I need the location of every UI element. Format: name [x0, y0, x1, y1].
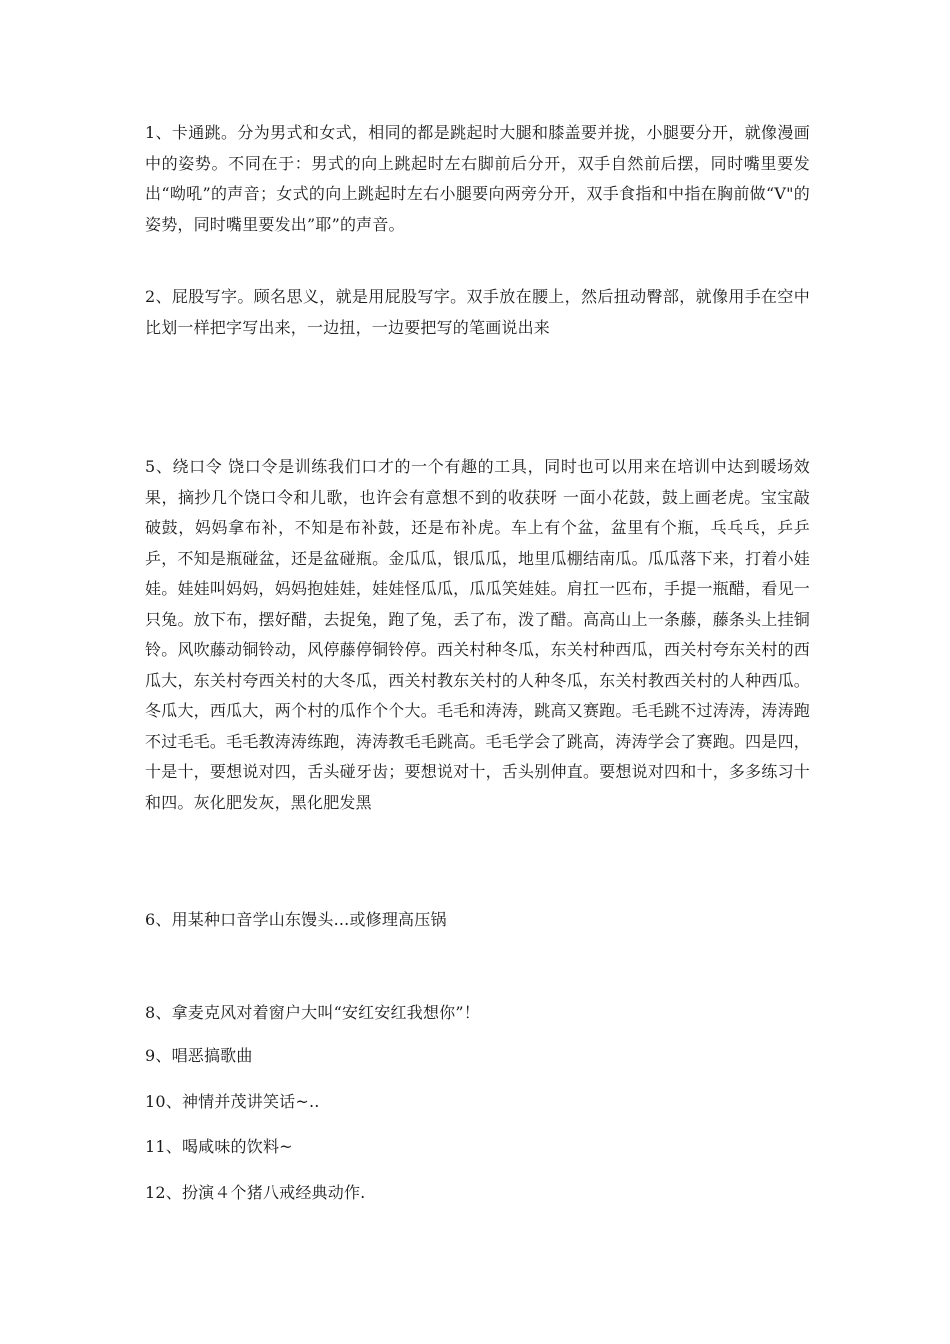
paragraph-10-jokes: 10、神情并茂讲笑话~.. [145, 1092, 320, 1111]
paragraph-9-spoof-song: 9、唱恶搞歌曲 [145, 1046, 253, 1065]
paragraph-5-tongue-twisters: 5、绕口令 饶口令是训练我们口才的一个有趣的工具，同时也可以用来在培训中达到暖场效果，摘抄几个饶口令和儿歌，也许会有意想不到的收获呀 一面小花鼓，鼓上画老虎。宝宝敲破鼓，妈妈拿布补，不知是布补鼓，还是布补虎。车上有个盆，盆里有个瓶，乓乓乓，乒乒乒，不知是瓶碰盆，还是盆碰瓶。金瓜瓜，银瓜瓜，地里瓜棚结南瓜。瓜瓜落下来，打着小娃娃。娃娃叫妈妈，妈妈抱娃娃，娃娃怪瓜瓜，瓜瓜笑娃娃。肩扛一匹布，手提一瓶醋，看见一只兔。放下布，摆好醋，去捉兔，跑了兔，丢了布，泼了醋。高高山上一条藤，藤条头上挂铜铃。风吹藤动铜铃动，风停藤停铜铃停。西关村种冬瓜，东关村种西瓜，西关村夸东关村的西瓜大，东关村夸西关村的大冬瓜，西关村教东关村的人种冬瓜，东关村教西关村的人种西瓜。冬瓜大，西瓜大，两个村的瓜作个个大。毛毛和涛涛，跳高又赛跑。毛毛跳不过涛涛，涛涛跑不过毛毛。毛毛教涛涛练跑，涛涛教毛毛跳高。毛毛学会了跳高，涛涛学会了赛跑。四是四，十是十，要想说对四，舌头碰牙齿；要想说对十，舌头别伸直。要想说对四和十，多多练习十和四。灰化肥发灰，黑化肥发黑 [145, 457, 810, 812]
paragraph-12-zhu-bajie: 12、扮演４个猪八戒经典动作. [145, 1183, 366, 1202]
paragraph-6-accent: 6、用某种口音学山东馒头...或修理高压锅 [145, 910, 447, 929]
paragraph-1-cartoon-jump: 1、卡通跳。分为男式和女式，相同的都是跳起时大腿和膝盖要并拢，小腿要分开，就像漫画中的姿势。不同在于：男式的向上跳起时左右脚前后分开，双手自然前后摆，同时嘴里要发出“呦吼”的声音；女式的向上跳起时左右小腿要向两旁分开，双手食指和中指在胸前做“V"的姿势，同时嘴里要发出”耶”的声音。 [145, 123, 810, 234]
paragraph-8-microphone: 8、拿麦克风对着窗户大叫“安红安红我想你”！ [145, 1003, 480, 1022]
paragraph-2-butt-writing: 2、屁股写字。顾名思义，就是用屁股写字。双手放在腰上，然后扭动臀部，就像用手在空中比划一样把字写出来，一边扭，一边要把写的笔画说出来 [145, 287, 810, 337]
paragraph-11-salty-drink: 11、喝咸味的饮料~ [145, 1137, 293, 1156]
